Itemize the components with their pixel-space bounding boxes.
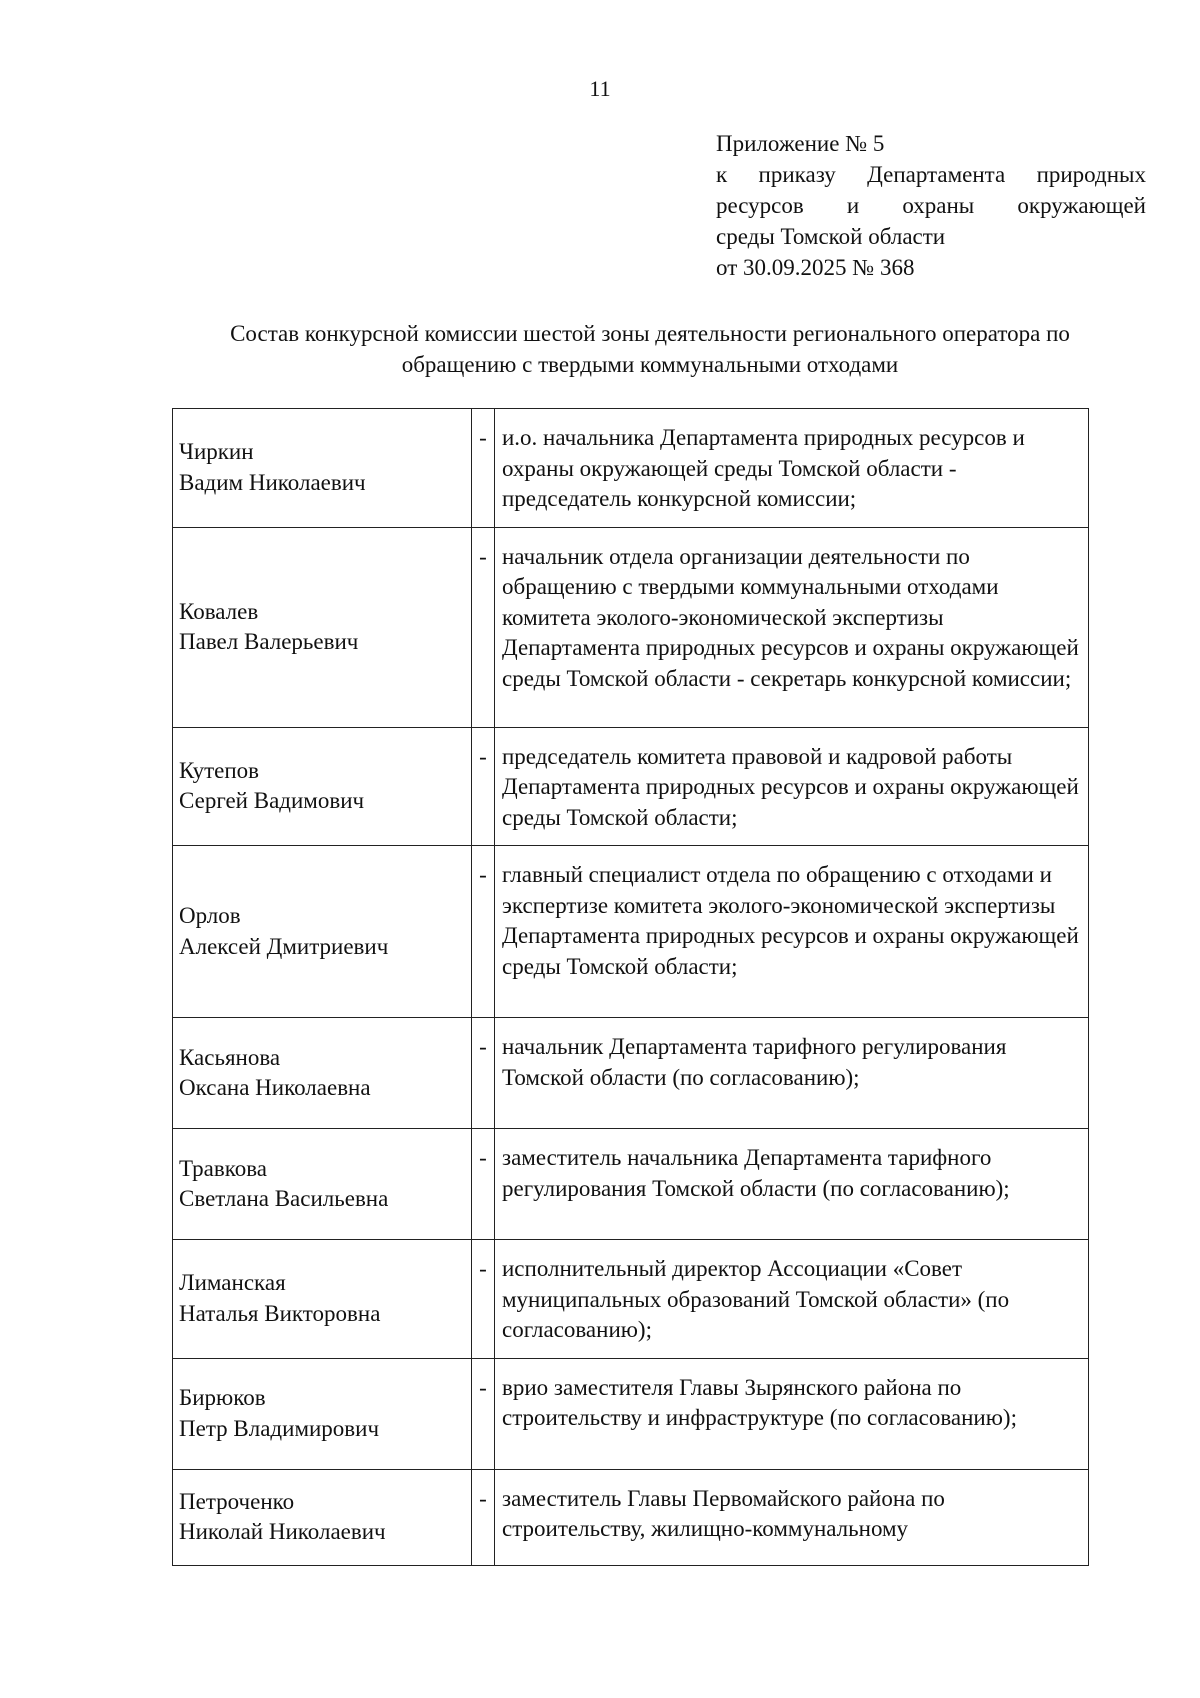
appendix-region-line: среды Томской области xyxy=(716,224,946,249)
member-dash: - xyxy=(472,846,495,1018)
appendix-header xyxy=(716,128,1146,283)
member-row xyxy=(173,1129,1089,1240)
appendix-department-line: ресурсов и охраны окружающей xyxy=(716,193,1146,218)
document-title-line-1: Состав конкурсной комиссии шестой зоны деятельности регионального оператора по xyxy=(230,321,1070,346)
member-given-name: Сергей Вадимович xyxy=(179,788,365,814)
member-surname: Травкова xyxy=(179,1155,268,1181)
member-role: начальник Департамента тарифного регулирования Томской области (по согласованию); xyxy=(495,1018,1089,1129)
member-surname: Петроченко xyxy=(179,1488,295,1514)
member-name-cell xyxy=(173,1469,472,1565)
commission-members-body xyxy=(173,409,1089,1566)
member-given-name: Николай Николаевич xyxy=(179,1519,386,1544)
member-row xyxy=(173,409,1089,528)
member-row xyxy=(173,1469,1089,1565)
member-role: и.о. начальника Департамента природных ресурсов и охраны окружающей среды Томской области - председатель конкурсной комиссии; xyxy=(495,409,1089,528)
member-role: начальник отдела организации деятельности по обращению с твердыми коммунальными отходами комитета эколого-экономической экспертизы Департамента природных ресурсов и охраны окружающей среды Томской области - секретарь конкурсной комиссии; xyxy=(495,527,1089,727)
member-row xyxy=(173,1240,1089,1359)
member-surname: Чиркин xyxy=(179,439,254,465)
appendix-number: Приложение № 5 xyxy=(716,131,885,156)
member-dash: - xyxy=(472,409,495,528)
member-dash: - xyxy=(472,1469,495,1565)
member-surname: Бирюков xyxy=(179,1385,266,1410)
document-title-line-2: обращению с твердыми коммунальными отходами xyxy=(401,352,899,377)
member-surname: Лиманская xyxy=(179,1270,286,1296)
member-name-cell xyxy=(173,846,472,1018)
member-dash: - xyxy=(472,727,495,846)
page-number: 11 xyxy=(589,76,611,101)
member-name-cell xyxy=(173,727,472,846)
member-name-cell xyxy=(173,1358,472,1469)
member-surname: Орлов xyxy=(179,903,241,928)
member-row xyxy=(173,846,1089,1018)
member-given-name: Вадим Николаевич xyxy=(179,469,366,495)
member-row xyxy=(173,527,1089,727)
member-given-name: Наталья Викторовна xyxy=(179,1300,381,1326)
member-dash: - xyxy=(472,1358,495,1469)
member-role: исполнительный директор Ассоциации «Совет муниципальных образований Томской области» (по согласованию); xyxy=(495,1240,1089,1359)
member-row xyxy=(173,1358,1089,1469)
member-dash: - xyxy=(472,1129,495,1240)
member-row xyxy=(173,1018,1089,1129)
member-role: главный специалист отдела по обращению с отходами и экспертизе комитета эколого-экономической экспертизы Департамента природных ресурсов и охраны окружающей среды Томской области; xyxy=(495,846,1089,1018)
member-given-name: Петр Владимирович xyxy=(179,1415,380,1441)
member-given-name: Алексей Дмитриевич xyxy=(179,933,389,959)
member-dash: - xyxy=(472,1018,495,1129)
appendix-date-line: от 30.09.2025 № 368 xyxy=(716,255,915,280)
member-name-cell xyxy=(173,409,472,528)
member-role: заместитель Главы Первомайского района по строительству, жилищно-коммунальному xyxy=(495,1469,1089,1565)
member-dash: - xyxy=(472,1240,495,1359)
member-given-name: Оксана Николаевна xyxy=(179,1075,371,1100)
member-name-cell xyxy=(173,1018,472,1129)
member-role: врио заместителя Главы Зырянского района по строительству и инфраструктуре (по согласованию); xyxy=(495,1358,1089,1469)
member-role: председатель комитета правовой и кадровой работы Департамента природных ресурсов и охраны окружающей среды Томской области; xyxy=(495,727,1089,846)
commission-members-table xyxy=(172,408,1089,1566)
member-row xyxy=(173,727,1089,846)
member-surname: Кутепов xyxy=(179,757,260,783)
appendix-order-line: к приказу Департамента природных xyxy=(716,162,1146,187)
document-title xyxy=(150,318,1150,380)
member-role: заместитель начальника Департамента тарифного регулирования Томской области (по согласованию); xyxy=(495,1129,1089,1240)
member-name-cell xyxy=(173,1129,472,1240)
member-surname: Ковалев xyxy=(179,598,259,624)
member-name-cell xyxy=(173,527,472,727)
member-surname: Касьянова xyxy=(179,1044,281,1070)
member-dash: - xyxy=(472,527,495,727)
member-name-cell xyxy=(173,1240,472,1359)
member-given-name: Светлана Васильевна xyxy=(179,1186,389,1211)
member-given-name: Павел Валерьевич xyxy=(179,629,359,654)
